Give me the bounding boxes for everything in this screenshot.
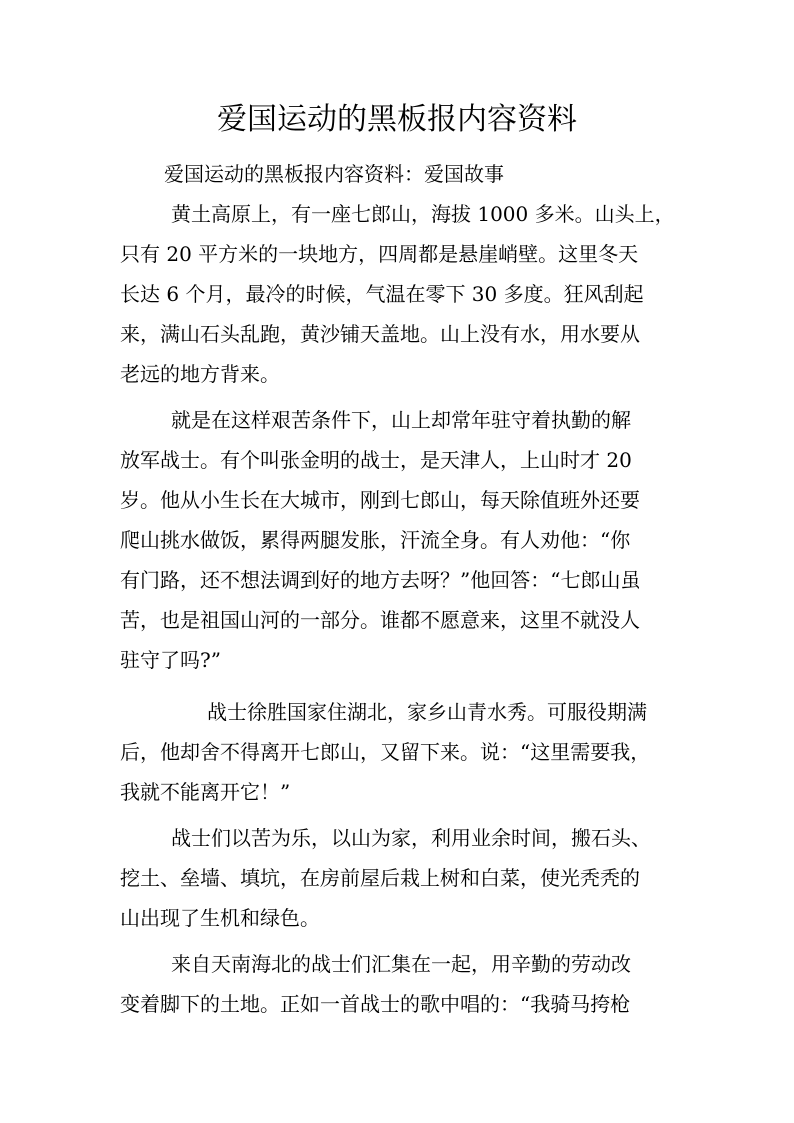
text-line: 战士们以苦为乐，以山为家，利用业余时间，搬石头、	[171, 826, 651, 850]
document-title: 爱国运动的黑板报内容资料	[217, 102, 577, 137]
text-line: 挖土、垒墙、填坑，在房前屋后栽上树和白菜，使光秃秃的	[120, 866, 640, 890]
text-line: 就是在这样艰苦条件下，山上却常年驻守着执勤的解	[171, 408, 631, 432]
text-line: 黄土高原上，有一座七郎山，海拔 1000 多米。山头上，	[171, 202, 675, 226]
text-line: 来自天南海北的战士们汇集在一起，用辛勤的劳动改	[171, 952, 631, 976]
text-line: 苦，也是祖国山河的一部分。谁都不愿意来，这里不就没人	[120, 608, 640, 632]
text-line: 后，他却舍不得离开七郎山，又留下来。说：“这里需要我，	[120, 740, 651, 764]
text-line: 放军战士。有个叫张金明的战士，是天津人，上山时才 20	[120, 448, 632, 472]
text-line: 战士徐胜国家住湖北，家乡山青水秀。可服役期满	[207, 700, 647, 724]
text-line: 来，满山石头乱跑，黄沙铺天盖地。山上没有水，用水要从	[120, 322, 640, 346]
text-line: 老远的地方背来。	[120, 362, 280, 386]
text-line: 岁。他从小生长在大城市，刚到七郎山，每天除值班外还要	[120, 488, 640, 512]
text-line: 爬山挑水做饭，累得两腿发胀，汗流全身。有人劝他：“你	[120, 528, 631, 552]
text-line: 我就不能离开它！”	[120, 780, 291, 804]
text-line: 只有 20 平方米的一块地方，四周都是悬崖峭壁。这里冬天	[120, 242, 639, 266]
document-subtitle: 爱国运动的黑板报内容资料：爱国故事	[164, 162, 504, 186]
text-line: 驻守了吗?”	[120, 648, 221, 672]
text-line: 山出现了生机和绿色。	[120, 906, 320, 930]
text-line: 变着脚下的土地。正如一首战士的歌中唱的：“我骑马挎枪	[120, 992, 631, 1016]
text-line: 有门路，还不想法调到好的地方去呀？”他回答：“七郎山虽	[120, 568, 641, 592]
text-line: 长达 6 个月，最冷的时候，气温在零下 30 多度。狂风刮起	[120, 282, 644, 306]
